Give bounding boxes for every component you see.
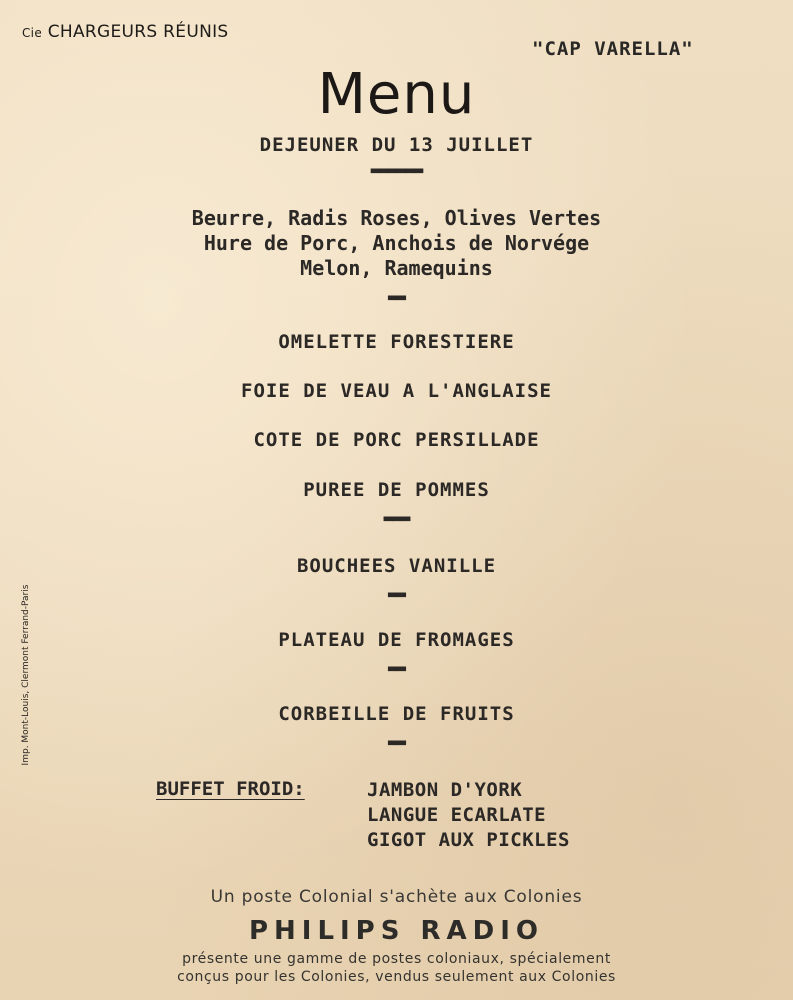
menu-title: Menu [317, 62, 476, 127]
advert-slogan: Un poste Colonial s'achète aux Colonies [210, 887, 583, 907]
course-item: FOIE DE VEAU A L'ANGLAISE [241, 380, 552, 402]
printer-credit-text: Imp. Mont-Louis, Clermont Ferrand-Paris [21, 584, 31, 766]
course-item: PUREE DE POMMES [303, 479, 490, 501]
cheese-item: PLATEAU DE FROMAGES [278, 629, 515, 651]
printer-credit [14, 560, 38, 790]
dessert-item: BOUCHEES VANILLE [296, 555, 497, 577]
advert-description-line: conçus pour les Colonies, vendus seulement aux Colonies [177, 969, 616, 985]
list-item: JAMBON D'YORK [367, 779, 523, 801]
company-label: CHARGEURS RÉUNIS [47, 22, 229, 42]
list-item: GIGOT AUX PICKLES [367, 829, 570, 851]
separator: ▬▬ [387, 732, 406, 751]
list-item: Melon, Ramequins [300, 256, 493, 280]
course-item: COTE DE PORC PERSILLADE [253, 429, 540, 451]
course-item: OMELETTE FORESTIERE [278, 331, 515, 353]
meal-subtitle: DEJEUNER DU 13 JUILLET [259, 134, 534, 156]
separator: ▬▬ [387, 584, 406, 603]
company-prefix: Cie [22, 26, 42, 40]
advert-brand: PHILIPS RADIO [248, 916, 545, 946]
ship-name: "CAP VARELLA" [532, 38, 694, 60]
separator: ▬▬▬ [383, 508, 410, 527]
company-name [22, 22, 229, 42]
separator: ▬▬ [387, 658, 406, 677]
list-item: Hure de Porc, Anchois de Norvége [203, 231, 590, 255]
buffet-label: BUFFET FROID: [156, 778, 305, 800]
buffet-list [367, 778, 570, 853]
advert-description [0, 950, 793, 986]
fruit-item: CORBEILLE DE FRUITS [278, 703, 515, 725]
list-item: LANGUE ECARLATE [367, 804, 547, 826]
list-item: Beurre, Radis Roses, Olives Vertes [191, 206, 602, 230]
advert-description-line: présente une gamme de postes coloniaux, spécialement [182, 951, 611, 967]
hors-doeuvres-list [0, 206, 793, 281]
separator: ▬▬ [387, 287, 406, 306]
separator: ▬▬▬▬▬▬ [370, 160, 423, 179]
